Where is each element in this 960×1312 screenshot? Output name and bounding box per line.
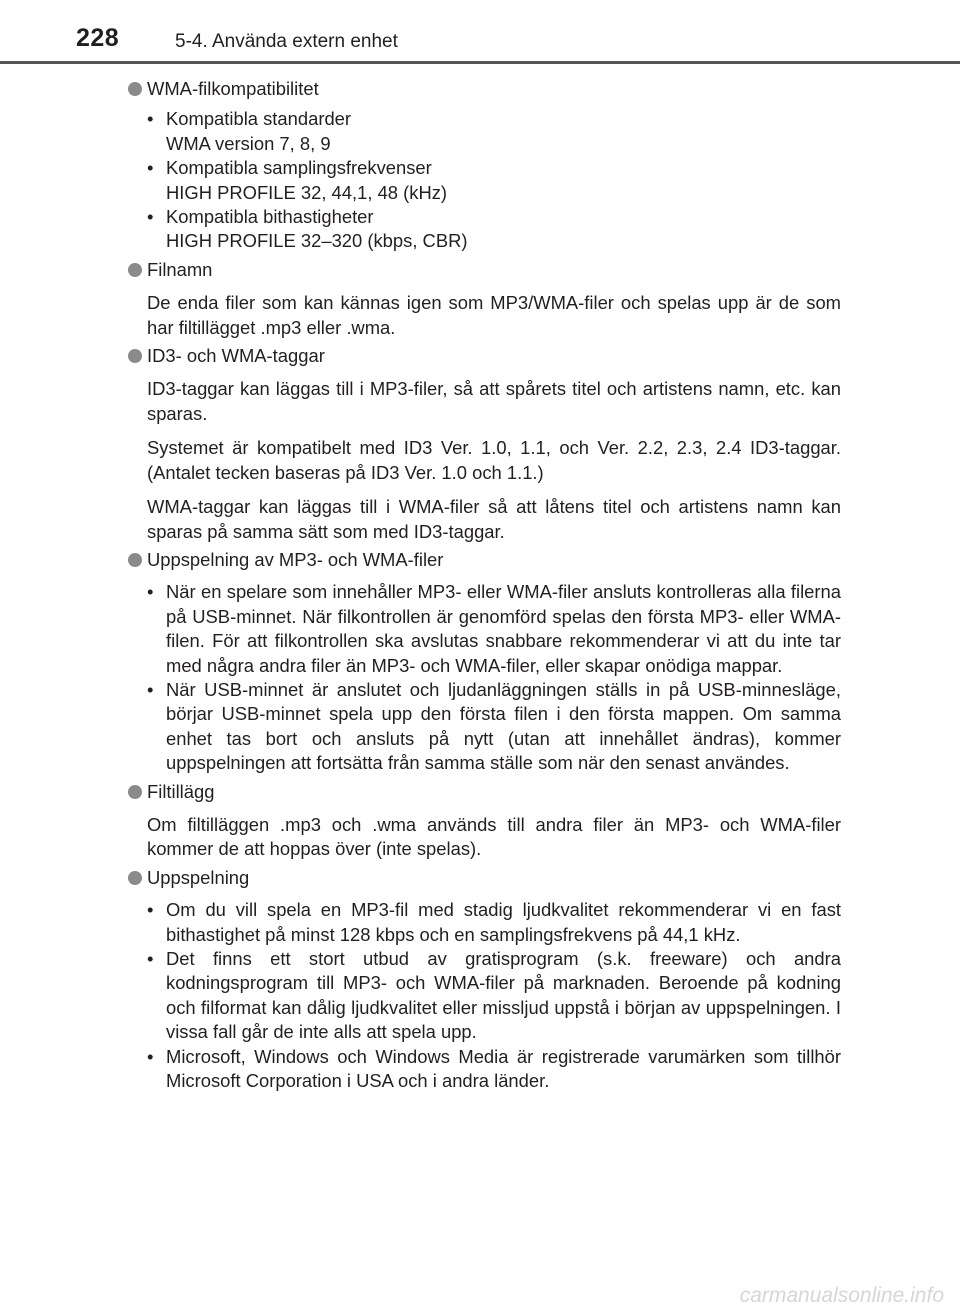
list-item: • Det finns ett stort utbud av gratisprogram (s.k. freeware) och andra kodningsprogram till MP3- och WMA-filer på marknaden. Beroende på kodning och filformat kan dålig ljudkvalitet eller missljud uppstå i början av uppspelningen. I vissa fall går de inte alls att spela upp. <box>147 948 841 1043</box>
page-header <box>0 0 960 60</box>
section-playback-mp3-wma <box>128 548 841 776</box>
header-rule <box>0 61 960 64</box>
paragraph: WMA-taggar kan läggas till i WMA-filer så att låtens titel och artistens namn kan sparas på samma sätt som med ID3-taggar. <box>147 496 841 542</box>
section-heading <box>128 780 841 804</box>
bullet-icon: • <box>147 581 154 603</box>
list-item: • Kompatibla standarder WMA version 7, 8, 9 <box>147 108 352 154</box>
chapter-title: 5-4. Använda extern enhet <box>175 31 398 52</box>
bullet-icon: • <box>147 678 154 700</box>
section-title: Uppspelning <box>147 866 250 888</box>
bullet-dot-icon <box>128 349 142 363</box>
bullet-icon: • <box>147 948 154 969</box>
section-title: Uppspelning av MP3- och WMA-filer <box>147 548 444 570</box>
section-heading <box>128 548 841 572</box>
section-heading <box>128 866 841 890</box>
list-item: • Microsoft, Windows och Windows Media är registrerade varumärken som tillhör Microsoft Corporation i USA och i andra länder. <box>147 1045 841 1092</box>
bullet-dot-icon <box>128 82 142 96</box>
list-item: • När USB-minnet är anslutet och ljudanläggningen ställs in på USB-minnesläge, börjar USB-minnet spela upp den första filen i den första mappen. Om samma enhet tas bort och ansluts på nytt (utan att innehållet ändras), kommer uppspelningen att fortsätta från samma ställe som när den senast användes. <box>147 678 841 774</box>
section-heading <box>128 344 841 368</box>
bullet-dot-icon <box>128 263 142 277</box>
bullet-icon: • <box>147 206 154 228</box>
page-number: 228 <box>76 24 120 52</box>
bullet-icon: • <box>147 157 154 179</box>
section-playback <box>128 866 841 1094</box>
list-item: • Kompatibla bithastigheter HIGH PROFILE 32–320 (kbps, CBR) <box>147 206 468 252</box>
paragraph: Om filtilläggen .mp3 och .wma används till andra filer än MP3- och WMA-filer kommer de att hoppas över (inte spelas). <box>147 813 841 860</box>
section-title: Filnamn <box>147 258 213 280</box>
list-item: • Kompatibla samplingsfrekvenser HIGH PROFILE 32, 44,1, 48 (kHz) <box>147 157 448 203</box>
list-item: • När en spelare som innehåller MP3- eller WMA-filer ansluts kontrolleras alla filerna på USB-minnet. När filkontrollen är genomförd spelas den första MP3- eller WMA-filen. För att filkontrollen ska avslutas snabbare rekommenderar vi att du inte tar med några andra filer än MP3- och WMA-filer, eller skapar onödiga mappar. <box>147 581 841 676</box>
section-heading <box>128 77 841 101</box>
bullet-list <box>147 580 841 775</box>
section-title: ID3- och WMA-taggar <box>147 345 325 367</box>
bullet-icon: • <box>147 108 154 130</box>
section-title: WMA-filkompatibilitet <box>147 78 319 99</box>
paragraph: ID3-taggar kan läggas till i MP3-filer, så att spårets titel och artistens namn, etc. kan sparas. <box>147 378 841 424</box>
bullet-dot-icon <box>128 553 142 567</box>
bullet-list <box>147 107 841 253</box>
bullet-icon: • <box>147 1045 154 1067</box>
list-item: • Om du vill spela en MP3-fil med stadig ljudkvalitet rekommenderar vi en fast bithastighet på minst 128 kbps och en samplingsfrekvens på 44,1 kHz. <box>147 899 841 945</box>
bullet-icon: • <box>147 899 154 921</box>
page-body <box>128 76 841 1093</box>
section-filnamn <box>128 258 841 340</box>
section-heading <box>128 258 841 282</box>
section-wma-compat <box>128 77 841 254</box>
section-title: Filtillägg <box>147 780 215 802</box>
watermark: carmanualsonline.info <box>739 1284 944 1307</box>
bullet-list <box>147 898 841 1093</box>
bullet-dot-icon <box>128 785 142 799</box>
section-file-extension <box>128 780 841 862</box>
bullet-dot-icon <box>128 871 142 885</box>
paragraph: Systemet är kompatibelt med ID3 Ver. 1.0, 1.1, och Ver. 2.2, 2.3, 2.4 ID3-taggar. (Antalet tecken baseras på ID3 Ver. 1.0 och 1.1.) <box>147 437 841 483</box>
paragraph: De enda filer som kan kännas igen som MP3/WMA-filer och spelas upp är de som har filtillägget .mp3 eller .wma. <box>147 292 841 338</box>
section-id3-wma-tags <box>128 344 841 544</box>
